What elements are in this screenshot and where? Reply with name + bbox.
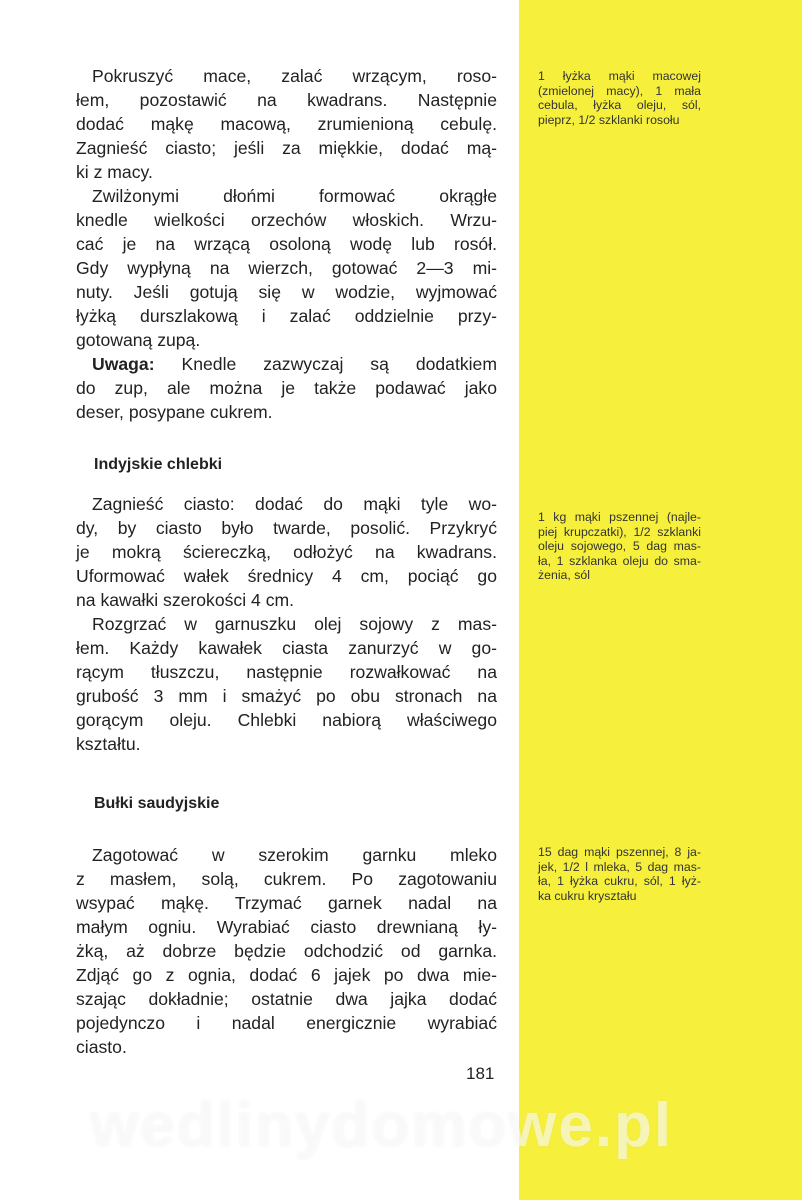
ingredient-line: oleju sojowego, 5 dag mas- bbox=[538, 539, 701, 553]
text-line: dodać mąkę macową, zrumienioną cebulę. bbox=[76, 114, 497, 134]
text-line: Uformować wałek średnicy 4 cm, pociąć go bbox=[76, 566, 497, 586]
note-line bbox=[76, 352, 497, 376]
yellow-margin-panel bbox=[519, 0, 802, 1200]
text-line: szając dokładnie; ostatnie dwa jajka dodać bbox=[76, 989, 497, 1009]
text-line: Zdjąć go z ognia, dodać 6 jajek po dwa mie- bbox=[76, 965, 497, 985]
text-line: gorącym oleju. Chlebki nabiorą właściwego bbox=[76, 710, 497, 730]
text-line: Zagnieść ciasto: dodać do mąki tyle wo- bbox=[92, 494, 497, 514]
ingredient-line: ła, 1 łyżka cukru, sól, 1 łyż- bbox=[538, 874, 701, 888]
text-line: łyżką durszlakową i zalać oddzielnie przy- bbox=[76, 306, 497, 326]
ingredient-line: 1 kg mąki pszennej (najle- bbox=[538, 510, 701, 524]
text-line: ki z macy. bbox=[76, 162, 153, 182]
ingredient-line: (zmielonej macy), 1 mała bbox=[538, 83, 701, 98]
text-line: łem, pozostawić na kwadrans. Następnie bbox=[76, 90, 497, 110]
text-line: Rozgrzać w garnuszku olej sojowy z mas- bbox=[92, 614, 497, 634]
ingredient-line: ła, 1 szklanka oleju do sma- bbox=[538, 553, 701, 568]
text-line: Zagotować w szerokim garnku mleko bbox=[92, 845, 497, 865]
ingredient-line: 1 łyżka mąki macowej bbox=[538, 69, 701, 83]
text-line: żką, aż dobrze będzie odchodzić od garnka. bbox=[76, 941, 497, 961]
text-line: rącym tłuszczu, następnie rozwałkować na bbox=[76, 662, 497, 682]
note-label: Uwaga: bbox=[92, 354, 155, 374]
text-line: pojedynczo i nadal energicznie wyrabiać bbox=[76, 1013, 497, 1033]
note-line: do zup, ale można je także podawać jako bbox=[76, 378, 497, 398]
heading-bulki-saudyjskie: Bułki saudyjskie bbox=[94, 795, 220, 812]
text-line: z masłem, solą, cukrem. Po zagotowaniu bbox=[76, 869, 497, 889]
text-line: gotowaną zupą. bbox=[76, 330, 201, 350]
text-line: łem. Każdy kawałek ciasta zanurzyć w go- bbox=[76, 638, 497, 658]
text-line: nuty. Jeśli gotują się w wodzie, wyjmować bbox=[76, 282, 497, 302]
text-line: ciasto. bbox=[76, 1037, 127, 1057]
watermark: wedlinydomowe.pl bbox=[90, 1091, 674, 1160]
ingredient-line: piej krupczatki), 1/2 szklanki bbox=[538, 524, 701, 539]
section-knedle-text bbox=[76, 64, 497, 424]
heading-indyjskie-chlebki: Indyjskie chlebki bbox=[94, 456, 223, 473]
text-line: cać je na wrzącą osoloną wodę lub rosół. bbox=[76, 234, 497, 254]
ingredient-line: 15 dag mąki pszennej, 8 ja- bbox=[538, 845, 701, 859]
text-line: małym ogniu. Wyrabiać ciasto drewnianą ły- bbox=[76, 917, 497, 937]
ingredients-knedle bbox=[538, 69, 701, 127]
note-text: Knedle zazwyczaj są dodatkiem bbox=[154, 354, 497, 374]
ingredient-line: pieprz, 1/2 szklanki rosołu bbox=[538, 112, 680, 127]
ingredient-line: ka cukru kryształu bbox=[538, 888, 637, 903]
ingredient-line: cebula, łyżka oleju, sól, bbox=[538, 98, 701, 112]
ingredient-line: żenia, sól bbox=[538, 568, 590, 582]
text-line: Gdy wypłyną na wierzch, gotować 2—3 mi- bbox=[76, 258, 497, 278]
text-line: kształtu. bbox=[76, 734, 141, 754]
ingredients-bulki bbox=[538, 845, 701, 903]
text-line: na kawałki szerokości 4 cm. bbox=[76, 590, 295, 610]
text-line: Zagnieść ciasto; jeśli za miękkie, dodać mą- bbox=[76, 138, 497, 158]
section-bulki-text bbox=[76, 843, 497, 1059]
text-line: grubość 3 mm i smażyć po obu stronach na bbox=[76, 686, 497, 706]
note-line: deser, posypane cukrem. bbox=[76, 402, 273, 422]
ingredient-line: jek, 1/2 l mleka, 5 dag mas- bbox=[538, 859, 701, 874]
text-line: wsypać mąkę. Trzymać garnek nadal na bbox=[76, 893, 497, 913]
text-line: dy, by ciasto było twarde, posolić. Przykryć bbox=[76, 518, 497, 538]
text-line: Zwilżonymi dłońmi formować okrągłe bbox=[92, 186, 497, 206]
text-line: knedle wielkości orzechów włoskich. Wrzu- bbox=[76, 210, 497, 230]
section-chlebki-text bbox=[76, 492, 497, 756]
page-number: 181 bbox=[466, 1064, 495, 1083]
ingredients-chlebki bbox=[538, 510, 701, 583]
text-line: Pokruszyć mace, zalać wrzącym, roso- bbox=[92, 66, 497, 86]
text-line: je mokrą ściereczką, odłożyć na kwadrans. bbox=[76, 542, 497, 562]
